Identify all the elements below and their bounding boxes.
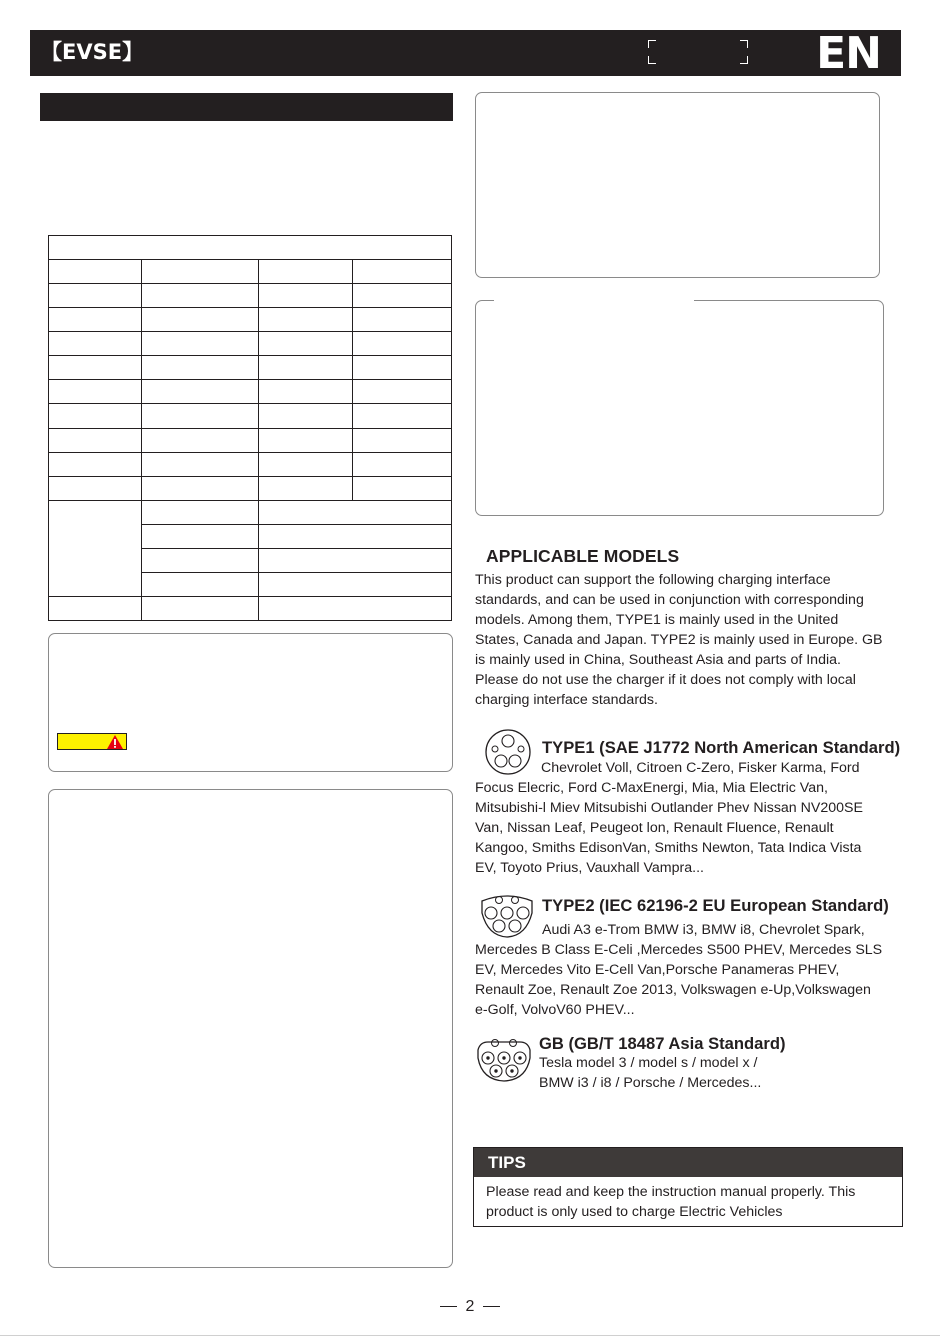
table-row bbox=[49, 356, 452, 380]
type1-title: TYPE1 (SAE J1772 North American Standard) bbox=[542, 738, 901, 757]
type2-connector-icon bbox=[478, 891, 536, 941]
specification-table bbox=[48, 235, 452, 621]
tips-text: Please read and keep the instruction manual properly. This product is only used to charge Electric Vehicles bbox=[486, 1184, 856, 1220]
notes-box bbox=[48, 789, 453, 1268]
table-row bbox=[49, 476, 452, 500]
gb-models: Tesla model 3 / model s / model x / BMW i3 / i8 / Porsche / Mercedes... bbox=[539, 1055, 762, 1091]
gb-connector-icon bbox=[474, 1036, 534, 1084]
page-number bbox=[0, 1296, 940, 1318]
table-row bbox=[49, 236, 452, 260]
table-row bbox=[49, 260, 452, 284]
applicable-models-text: This product can support the following charging interface standards, and can be used in conjunction with corresponding models. Among them, TYPE1 is mainly used in the United States, Canada and Japan. TYPE2 is mainly used in Europe. GB is mainly used in China, Southeast Asia and parts of India. Please do not use the charger if it does not comply with local charging interface standards. bbox=[475, 572, 883, 708]
header-bar bbox=[30, 28, 901, 79]
info-box bbox=[475, 92, 880, 278]
gb-title: GB (GB/T 18487 Asia Standard) bbox=[539, 1034, 786, 1053]
type2-models: Mercedes B Class E-Celi ,Mercedes S500 PHEV, Mercedes SLS EV, Mercedes Vito E-Cell Van,Porsche Panameras PHEV, Renault Zoe, Renault Zoe 2013, Volkswagen e-Up,Volkswagen e-Golf, VolvoV60 PHEV... bbox=[475, 942, 883, 1018]
section-heading-bar bbox=[40, 93, 453, 121]
warning-box bbox=[48, 633, 453, 772]
table-row bbox=[49, 404, 452, 428]
table-row bbox=[49, 596, 452, 620]
table-row bbox=[49, 380, 452, 404]
type1-models: Focus Elecric, Ford C-MaxEnergi, Mia, Mia Electric Van, Mitsubishi-l Miev Mitsubishi Outlander Phev Nissan NV200SE Van, Nissan Leaf, Peugeot lon, Renault Fluence, Renault Kangoo, Smiths EdisonVan, Smiths Newton, Tata Indica Vista EV, Toyoto Prius, Vauxhall Vampra... bbox=[475, 780, 863, 876]
language-code: EN bbox=[816, 28, 881, 79]
type1-models-first-line: Chevrolet Voll, Citroen C-Zero, Fisker Karma, Ford bbox=[541, 760, 860, 776]
type2-title: TYPE2 (IEC 62196-2 EU European Standard) bbox=[542, 896, 889, 915]
table-row bbox=[49, 284, 452, 308]
tips-header bbox=[474, 1148, 902, 1177]
table-row bbox=[49, 452, 452, 476]
table-row bbox=[49, 332, 452, 356]
tips-title: TIPS bbox=[488, 1153, 526, 1172]
table-row bbox=[49, 428, 452, 452]
table-row bbox=[49, 500, 452, 524]
warning-badge bbox=[57, 733, 127, 750]
heading-notch bbox=[494, 298, 694, 304]
table-row bbox=[49, 308, 452, 332]
page-number-value: 2 bbox=[465, 1298, 475, 1315]
brand-title: 【EVSE】 bbox=[41, 40, 144, 64]
info-box-with-heading bbox=[475, 300, 884, 516]
warning-triangle-icon bbox=[106, 734, 124, 750]
header-bracket-frame bbox=[648, 40, 748, 64]
type2-models-first-line: Audi A3 e-Trom BMW i3, BMW i8, Chevrolet Spark, bbox=[542, 922, 865, 938]
bottom-rule bbox=[0, 1335, 940, 1336]
applicable-models-title: APPLICABLE MODELS bbox=[486, 546, 680, 566]
type1-connector-icon bbox=[482, 728, 534, 776]
tips-box bbox=[473, 1147, 903, 1227]
